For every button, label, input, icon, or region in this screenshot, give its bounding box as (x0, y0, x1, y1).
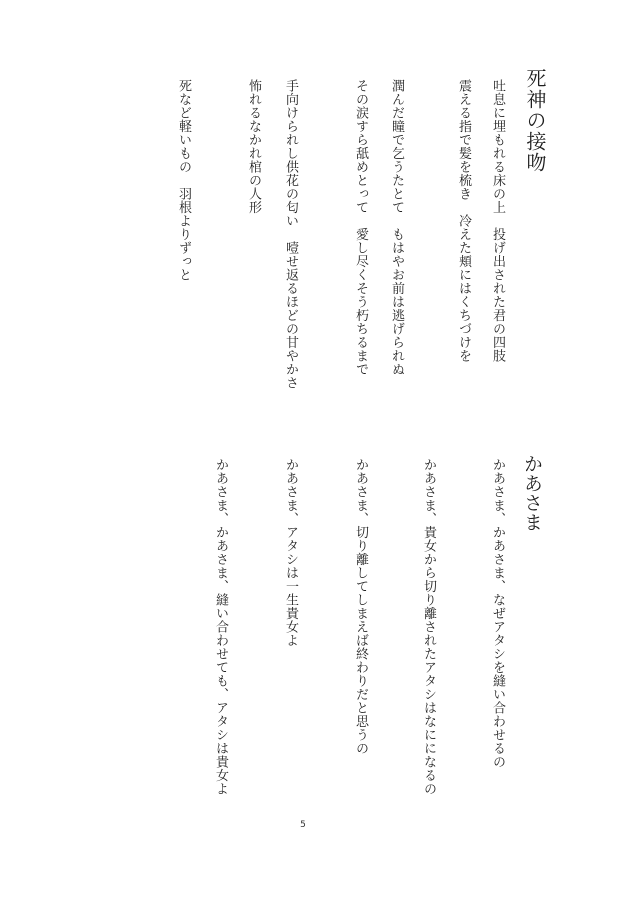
poem-line: 震える指で髪を梳き 冷えた頬にはくちづけを (456, 79, 471, 363)
poem-line: かあさま、貴女から切り離されたアタシはなにになるの (421, 458, 436, 796)
poem-line: 怖れるなかれ棺の人形 (246, 79, 261, 214)
poem-line: かあさま、切り離してしまえば終わりだと思うの (353, 458, 368, 755)
poem-line: 死など軽いもの 羽根よりずっと (176, 79, 191, 282)
poem-line: 吐息に埋もれる床の上 投げ出された君の四肢 (490, 79, 505, 363)
poem-line: 手向けられし供花の匂い 噎せ返るほどの甘やかさ (283, 79, 298, 390)
poem-2 (0, 380, 643, 830)
poem-line: かあさま、かあさま、なぜアタシを縫い合わせるの (490, 458, 505, 769)
page-number: 5 (300, 820, 306, 830)
poem-line: かあさま、かあさま、縫い合わせても、アタシは貴女よ (213, 458, 228, 796)
poem-line: 潤んだ瞳で乞うたとて もはやお前は逃げられぬ (389, 79, 404, 376)
poem-line: その涙すら舐めとって 愛し尽くそう朽ちるまで (353, 79, 368, 376)
poem-title: かあさま (521, 454, 543, 532)
poem-title: 死神の接吻 (523, 68, 547, 173)
poem-line: かあさま、アタシは一生貴女よ (283, 458, 298, 647)
